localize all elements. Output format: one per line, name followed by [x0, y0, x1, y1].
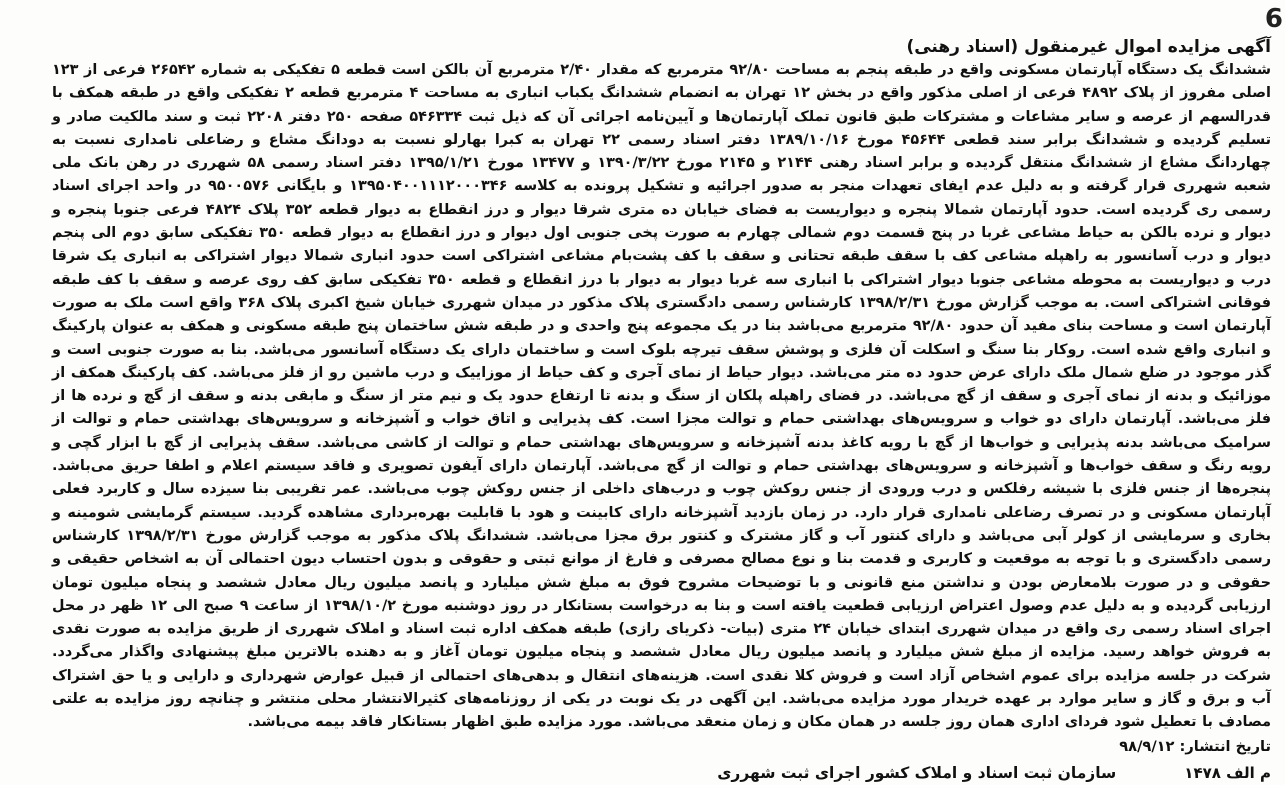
- notice-title: آگهی مزایده اموال غیرمنقول (اسناد رهنی): [906, 37, 1271, 57]
- publication-date: تاریخ انتشار: ۹۸/۹/۱۲: [1119, 737, 1271, 755]
- reference-code: م الف ۱۴۷۸: [1184, 763, 1271, 782]
- page-corner-marker: 6: [1264, 4, 1283, 34]
- notice-footer: [52, 764, 1271, 782]
- notice-body: ششدانگ یک دستگاه آپارتمان مسکونی واقع در طبقه پنجم به مساحت ۹۲/۸۰ مترمربع که مقدار ۲/۴۰ مترمربع آن بالکن است قطعه ۵ تفکیکی به شماره ۲۶۵۴۲ فرعی از ۱۲۳ اصلی مفروز از پلاک ۴۸۹۲ فرعی از اصلی مذکور واقع در بخش ۱۲ تهران به انضمام ششدانگ یکباب انباری به مساحت ۴ مترمربع قطعه ۲ تفکیکی واقع در طبقه همکف با قدرالسهم از عرصه و سایر مشاعات و مشترکات طبق قانون تملک آپارتمان‌ها و آیین‌نامه اجرائی آن که ذیل ثبت ۵۴۶۳۳۴ صفحه ۲۵۰ دفتر ۲۲۰۸ ثبت و سند مالکیت صادر و تسلیم گردیده و ششدانگ برابر سند قطعی ۴۵۶۴۴ مورخ ۱۳۸۹/۱۰/۱۶ دفتر اسناد رسمی ۲۲ تهران به کبرا بهارلو نسبت به دودانگ مشاع و رضاعلی نامداری نسبت به چهاردانگ مشاع از ششدانگ منتقل گردیده و برابر اسناد رهنی ۲۱۴۴ و ۲۱۴۵ مورخ ۱۳۹۰/۳/۲۲ و ۱۳۴۷۷ مورخ ۱۳۹۵/۱/۲۱ دفتر اسناد رسمی ۵۸ شهرری در رهن بانک ملی شعبه شهرری قرار گرفته و به دلیل عدم ایفای تعهدات منجر به صدور اجرائیه و تشکیل پرونده به کلاسه ۱۳۹۵۰۴۰۰۱۱۱۲۰۰۰۳۴۶ و بایگانی ۹۵۰۰۵۷۶ در واحد اجرای اسناد رسمی ری گردیده است. حدود آپارتمان شمالا پنجره و دیواریست به فضای خیابان ده متری شرقا دیوار و درز انقطاع به دیوار قطعه ۳۵۲ پلاک ۴۸۲۴ فرعی جنوبا پنجره و دیوار و نرده بالکن به حیاط مشاعی غربا در پنج قسمت دوم شمالی چهارم به صورت پخی جنوبی اول دیوار و درز انقطاع به دیوار قطعه ۳۵۰ تفکیکی سابق دوم الی پنجم دیوار و درب آسانسور به راهپله مشاعی کف با سقف طبقه تحتانی و سقف با کف پشت‌بام مشاعی اشتراکی است حدود انباری شمالا دیوار اشتراکی به انباری یک شرقا درب و دیواریست به محوطه مشاعی جنوبا دیوار اشتراکی با انباری سه غربا دیوار به دیوار با درز انقطاع و قطعه ۳۵۰ تفکیکی سابق کف روی عرصه و سقف با کف طبقه فوقانی اشتراکی است. به موجب گزارش مورخ ۱۳۹۸/۲/۳۱ کارشناس رسمی دادگستری پلاک مذکور در میدان شهرری خیابان شیخ اکبری پلاک ۳۶۸ واقع است ملک به صورت آپارتمان است و مساحت بنای مفید آن حدود ۹۲/۸۰ مترمربع می‌باشد بنا در یک مجموعه پنج واحدی و در طبقه شش ساختمان پنج طبقه مسکونی و همکف به عنوان پارکینگ و انباری واقع شده است. روکار بنا سنگ و اسکلت آن فلزی و پوشش سقف تیرچه بلوک است و ساختمان دارای یک دستگاه آسانسور می‌باشد. بنا به صورت جنوبی است و گذر موجود در ضلع شمال ملک دارای عرض حدود ده متر می‌باشد. دیوار حیاط از نمای آجری و کف حیاط از موزاییک و درب ماشین رو از فلز می‌باشد. کف پارکینگ همکف از موزائیک و بدنه از نمای آجری و سقف از گچ می‌باشد. در فضای راهپله پلکان از سنگ و بدنه تا ارتفاع حدود یک و نیم متر از سنگ و مابقی بدنه و سقف از گچ و نرده ها از فلز می‌باشد. آپارتمان دارای دو خواب و سرویس‌های بهداشتی حمام و توالت مجزا است. کف پذیرایی و اتاق خواب و آشپزخانه و سرویس‌های بهداشتی حمام و توالت از سرامیک می‌باشد بدنه پذیرایی و خواب‌ها از گچ با رویه کاغذ بدنه آشپزخانه و سرویس‌های بهداشتی حمام و توالت از کاشی می‌باشد. سقف پذیرایی از گچ با ابزار گچی و رویه رنگ و سقف خواب‌ها و آشپزخانه و سرویس‌های بهداشتی حمام و توالت از گچ می‌باشد. آپارتمان دارای آیفون تصویری و فاقد سیستم اعلام و اطفا حریق می‌باشد. پنجره‌ها از جنس فلزی با شیشه رفلکس و درب ورودی از جنس روکش چوب و درب‌های داخلی از جنس روکش چوب می‌باشد. عمر تقریبی بنا سیزده سال و کاربرد فعلی آپارتمان مسکونی و در تصرف رضاعلی نامداری قرار دارد. در زمان بازدید آشپزخانه دارای کابینت و هود با قابلیت بهره‌برداری مشاهده گردید. سیستم گرمایشی شومینه و بخاری و سرمایشی از کولر آبی می‌باشد و دارای کنتور آب و گاز مشترک و کنتور برق مجزا می‌باشد. ششدانگ پلاک مذکور به موجب گزارش مورخ ۱۳۹۸/۲/۳۱ کارشناس رسمی دادگستری و با توجه به موقعیت و کاربری و قدمت بنا و نوع مصالح مصرفی و فارغ از موانع ثبتی و حقوقی و بدون احتساب دیون احتمالی آن به اشخاص حقیقی و حقوقی و در صورت بلامعارض بودن و نداشتن منع قانونی و با توضیحات مشروح فوق به مبلغ شش میلیارد و پانصد میلیون ریال معادل ششصد و پنجاه میلیون تومان ارزیابی گردیده و به دلیل عدم وصول اعتراض ارزیابی قطعیت یافته است و بنا به درخواست بستانکار در روز دوشنبه مورخ ۱۳۹۸/۱۰/۲ از ساعت ۹ صبح الی ۱۲ ظهر در محل اجرای اسناد رسمی ری واقع در میدان شهرری ابتدای خیابان ۲۴ متری (بیات- ذکریای رازی) طبقه همکف اداره ثبت اسناد و املاک شهرری از طریق مزایده به صورت نقدی به فروش خواهد رسید. مزایده از مبلغ شش میلیارد و پانصد میلیون ریال معادل ششصد و پنجاه میلیون تومان آغاز و به دهنده بالاترین مبلغ پیشنهادی واگذار می‌گردد. شرکت در جلسه مزایده برای عموم اشخاص آزاد است و فروش کلا نقدی است. هزینه‌های انتقال و بدهی‌های احتمالی از قبیل عوارض شهرداری و دارایی و یا حق اشتراک آب و برق و گاز و سایر موارد بر عهده خریدار مورد مزایده می‌باشد. این آگهی در یک نوبت در یکی از روزنامه‌های کثیرالانتشار محلی منتشر و چنانچه روز مزایده به علتی مصادف با تعطیل شود فردای اداری همان روز جلسه در همان مکان و زمان منعقد می‌باشد. مورد مزایده طبق اظهار بستانکار فاقد بیمه می‌باشد.: [52, 62, 1272, 731]
- auction-notice: [52, 36, 1271, 782]
- issuing-organization: سازمان ثبت اسناد و املاک کشور اجرای ثبت شهرری: [717, 763, 1117, 782]
